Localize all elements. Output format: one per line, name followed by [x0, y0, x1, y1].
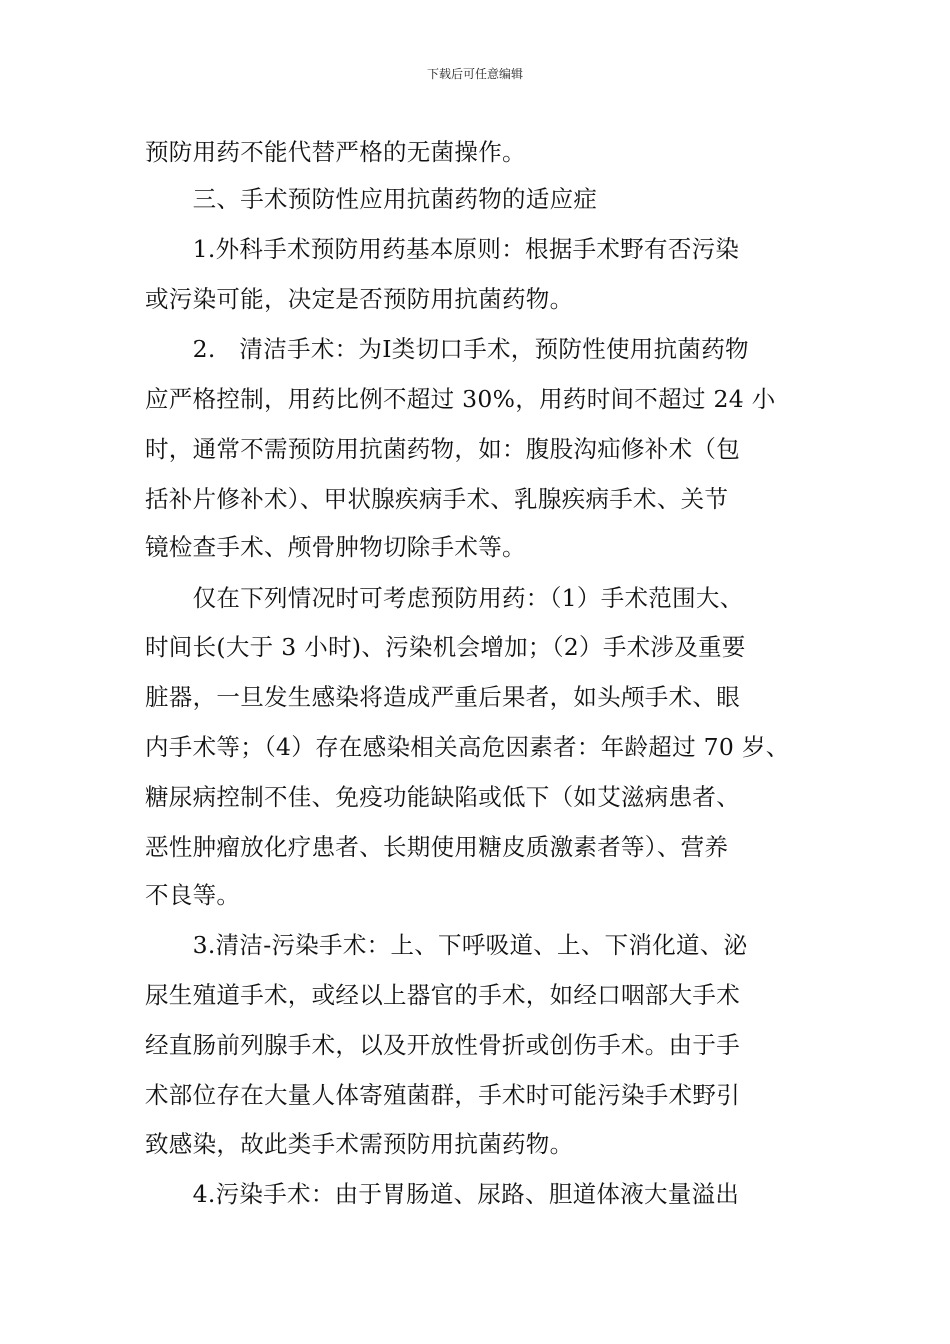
text-line: 3.清洁-污染手术：上、下呼吸道、上、下消化道、泌: [145, 931, 748, 959]
text-line: 不良等。: [145, 881, 241, 909]
text-line: 致感染，故此类手术需预防用抗菌药物。: [145, 1130, 574, 1158]
text-line: 2. 清洁手术：为Ⅰ类切口手术，预防性使用抗菌药物: [145, 335, 749, 363]
text-line: 镜检查手术、颅骨肿物切除手术等。: [145, 533, 526, 561]
text-line: 尿生殖道手术，或经以上器官的手术，如经口咽部大手术: [145, 981, 740, 1009]
text-line: 糖尿病控制不佳、免疫功能缺陷或低下（如艾滋病患者、: [145, 783, 740, 811]
text-line: 时，通常不需预防用抗菌药物，如：腹股沟疝修补术（包: [145, 435, 740, 463]
text-line: 应严格控制，用药比例不超过 30%，用药时间不超过 24 小: [145, 385, 776, 413]
text-line: 内手术等；（4）存在感染相关高危因素者：年龄超过 70 岁、: [145, 733, 790, 761]
text-line: 括补片修补术）、甲状腺疾病手术、乳腺疾病手术、关节: [145, 485, 729, 513]
text-line: 术部位存在大量人体寄殖菌群，手术时可能污染手术野引: [145, 1081, 740, 1109]
text-line: 或污染可能，决定是否预防用抗菌药物。: [145, 285, 574, 313]
text-line: 脏器，一旦发生感染将造成严重后果者，如头颅手术、眼: [145, 683, 740, 711]
text-line: 预防用药不能代替严格的无菌操作。: [145, 138, 526, 166]
text-line: 经直肠前列腺手术，以及开放性骨折或创伤手术。由于手: [145, 1031, 740, 1059]
text-line: 仅在下列情况时可考虑预防用药：（1）手术范围大、: [145, 584, 744, 612]
text-line: 时间长(大于 3 小时)、污染机会增加；（2）手术涉及重要: [145, 633, 746, 661]
section-heading: 三、手术预防性应用抗菌药物的适应症: [145, 185, 598, 213]
text-line: 4.污染手术：由于胃肠道、尿路、胆道体液大量溢出: [145, 1180, 740, 1208]
page-header: 下载后可任意编辑: [426, 67, 523, 81]
text-line: 恶性肿瘤放化疗患者、长期使用糖皮质激素者等）、营养: [145, 833, 729, 861]
text-line: 1.外科手术预防用药基本原则：根据手术野有否污染: [145, 235, 740, 263]
